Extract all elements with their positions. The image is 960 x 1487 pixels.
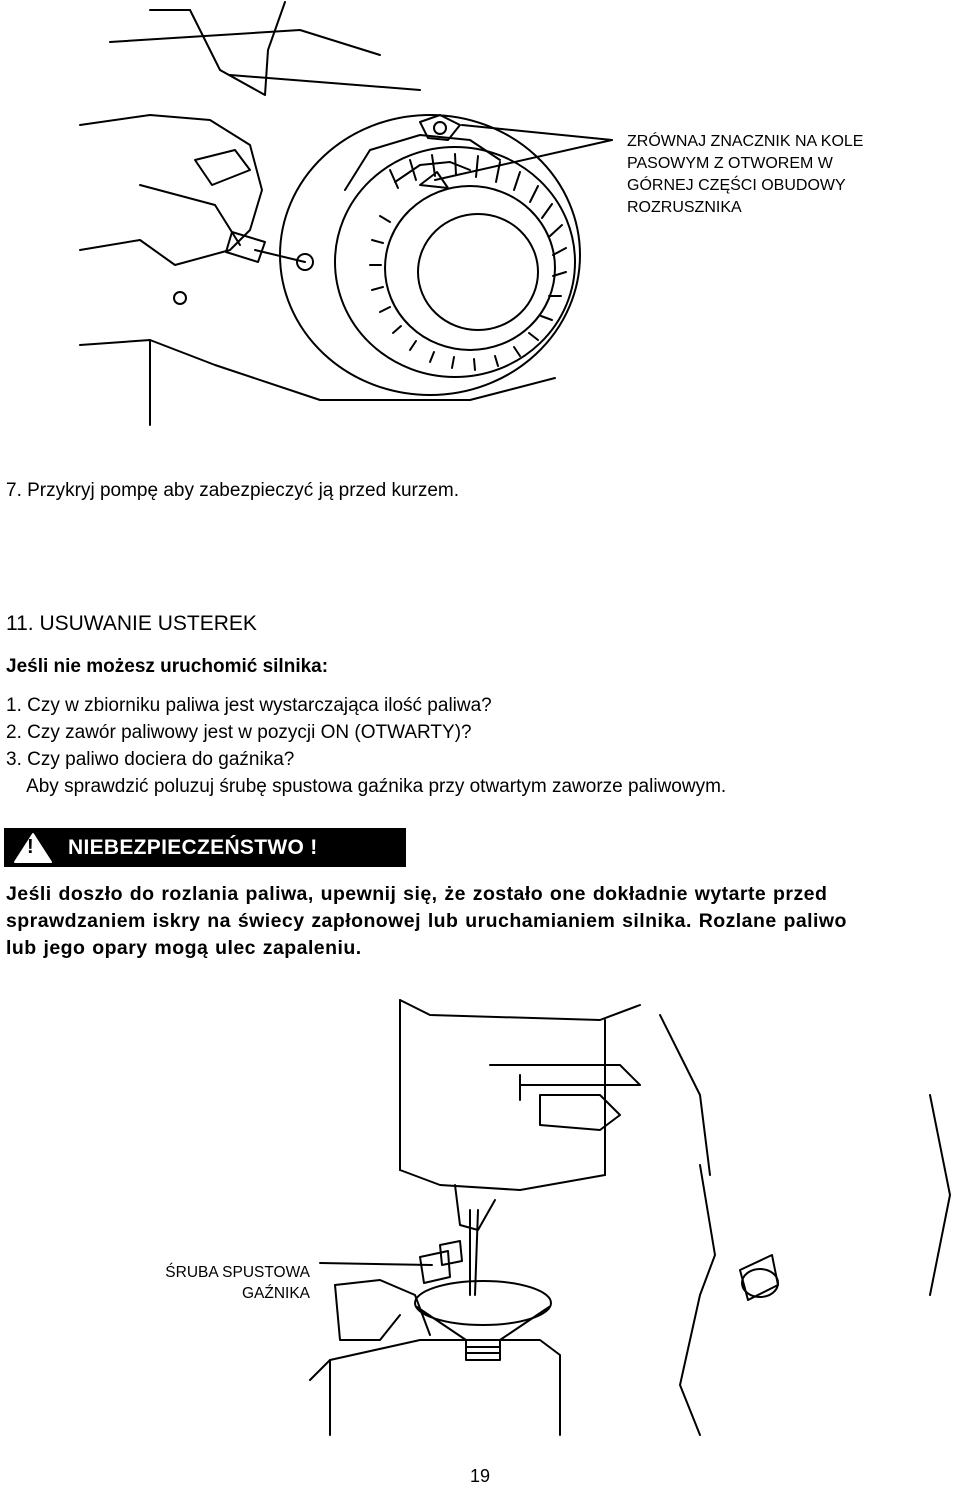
warning-line-3: lub jego opary mogą ulec zapaleniu.: [6, 937, 362, 959]
checklist-item-2: 2. Czy zawór paliwowy jest w pozycji ON (OTWARTY)?: [6, 722, 472, 743]
warning-line-2: sprawdzaniem iskry na świecy zapłonowej lub uruchamianiem silnika. Rozlane paliwo: [6, 910, 847, 932]
step-7-text: 7. Przykryj pompę aby zabezpieczyć ją przed kurzem.: [6, 480, 460, 501]
section-subtitle: Jeśli nie możesz uruchomić silnika:: [6, 656, 329, 677]
checklist-item-3: 3. Czy paliwo dociera do gaźnika?: [6, 749, 295, 770]
warning-line-1: Jeśli doszło do rozlania paliwa, upewnij się, że zostało one dokładnie wytarte przed: [6, 883, 828, 905]
section-title: 11. USUWANIE USTEREK: [6, 612, 257, 635]
checklist-item-1: 1. Czy w zbiorniku paliwa jest wystarczająca ilość paliwa?: [6, 695, 492, 716]
carburetor-drain-illustration: [0, 995, 960, 1435]
danger-banner: [4, 828, 406, 867]
recoil-starter-illustration: [0, 0, 960, 440]
page-number: 19: [470, 1466, 491, 1486]
danger-label: NIEBEZPIECZEŃSTWO !: [68, 835, 318, 859]
drain-screw-callout-label: ŚRUBA SPUSTOWA GAŹNIKA: [165, 1264, 310, 1302]
checklist-item-3-note: Aby sprawdzić poluzuj śrubę spustowa gaźnika przy otwartym zaworze paliwowym.: [6, 776, 727, 797]
starter-callout-label: ZRÓWNAJ ZNACZNIK NA KOLE PASOWYM Z OTWOREM W GÓRNEJ CZĘŚCI OBUDOWY ROZRUSZNIKA: [627, 133, 864, 216]
warning-icon-symbol: !: [27, 836, 34, 858]
